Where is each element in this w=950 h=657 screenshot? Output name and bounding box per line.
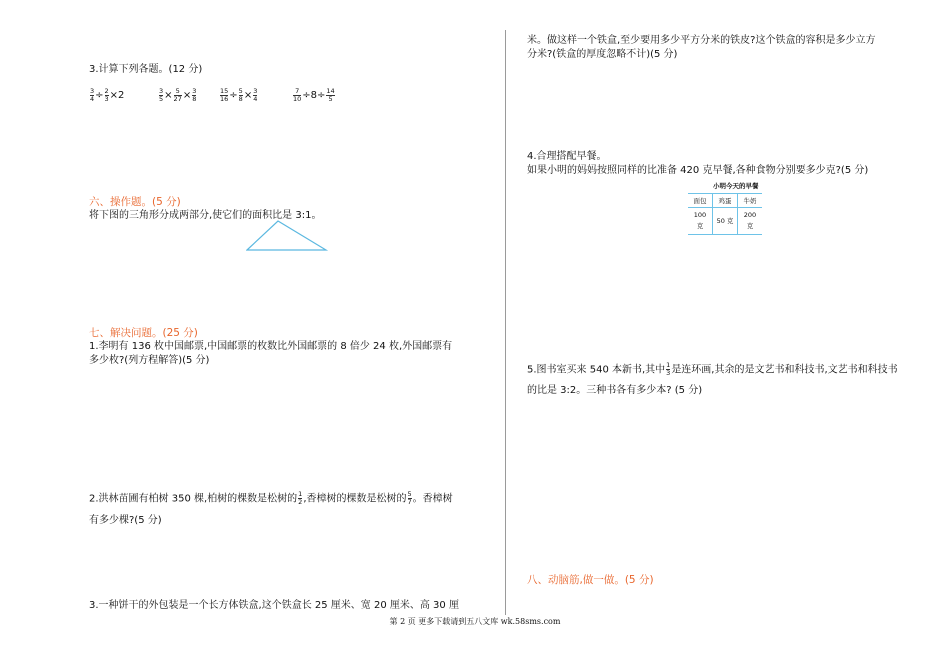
problem-5-line-2: 的比是 3:2。三种书各有多少本? (5 分)	[527, 385, 703, 396]
q3-title: 3.计算下列各题。(12 分)	[89, 64, 203, 75]
calc-expression-2: $\frac{3}{5}$ × $\frac{5}{27}$ × $\frac{3}{8}$	[159, 87, 197, 103]
breakfast-table	[688, 193, 762, 235]
breakfast-header-bread: 面包	[688, 194, 713, 208]
calc-expression-4: $\frac{7}{10}$ ÷8÷ $\frac{14}{5}$	[293, 87, 335, 103]
breakfast-table-title: 小明今天的早餐	[713, 182, 759, 190]
problem-2-line-1: 2.洪林苗圃有柏树 350 棵,柏树的棵数是松树的 $\frac{1}{2}$ ,香樟树的棵数是松树的 $\frac{5}{7}$ 。香樟树	[89, 490, 453, 506]
calc-expression-3: $\frac{15}{16}$ ÷ $\frac{5}{8}$ × $\frac{3}{4}$	[220, 87, 258, 103]
breakfast-header-egg: 鸡蛋	[713, 194, 738, 208]
section-8-title: 八、动脑筋,做一做。(5 分)	[527, 574, 654, 586]
problem-4-text: 如果小明的妈妈按照同样的比准备 420 克早餐,各种食物分别要多少克?(5 分)	[527, 165, 869, 176]
breakfast-header-milk: 牛奶	[738, 194, 763, 208]
breakfast-value-bread: 100 克	[688, 208, 713, 235]
section-6-title: 六、操作题。(5 分)	[89, 196, 181, 208]
breakfast-value-milk: 200 克	[738, 208, 763, 235]
problem-3-continuation-line-2: 分米?(铁盒的厚度忽略不计)(5 分)	[527, 49, 678, 60]
problem-3-line-1: 3.一种饼干的外包装是一个长方体铁盒,这个铁盒长 25 厘米、宽 20 厘米、高 30 厘	[89, 600, 459, 611]
problem-1-line-1: 1.李明有 136 枚中国邮票,中国邮票的枚数比外国邮票的 8 倍少 24 枚,外国邮票有	[89, 341, 453, 352]
problem-3-continuation-line-1: 米。做这样一个铁盒,至少要用多少平方分米的铁皮?这个铁盒的容积是多少立方	[527, 35, 876, 46]
problem-1-line-2: 多少枚?(列方程解答)(5 分)	[89, 355, 210, 366]
problem-5-line-1: 5.图书室买来 540 本新书,其中 $\frac{1}{3}$ 是连环画,其余的是文艺书和科技书,文艺书和科技书	[527, 361, 898, 377]
triangle-figure	[246, 219, 330, 253]
problem-4-title: 4.合理搭配早餐。	[527, 151, 607, 162]
section-7-title: 七、解决问题。(25 分)	[89, 327, 198, 339]
calc-expression-1: $\frac{3}{4}$ ÷ $\frac{2}{3}$ ×2	[90, 87, 125, 103]
page-footer: 第 2 页 更多下载请到五八文库 wk.58sms.com	[389, 617, 561, 626]
problem-2-line-2: 有多少棵?(5 分)	[89, 515, 162, 526]
breakfast-value-egg: 50 克	[713, 208, 738, 235]
section-6-instruction: 将下图的三角形分成两部分,使它们的面积比是 3:1。	[89, 210, 322, 221]
column-divider	[505, 30, 506, 615]
